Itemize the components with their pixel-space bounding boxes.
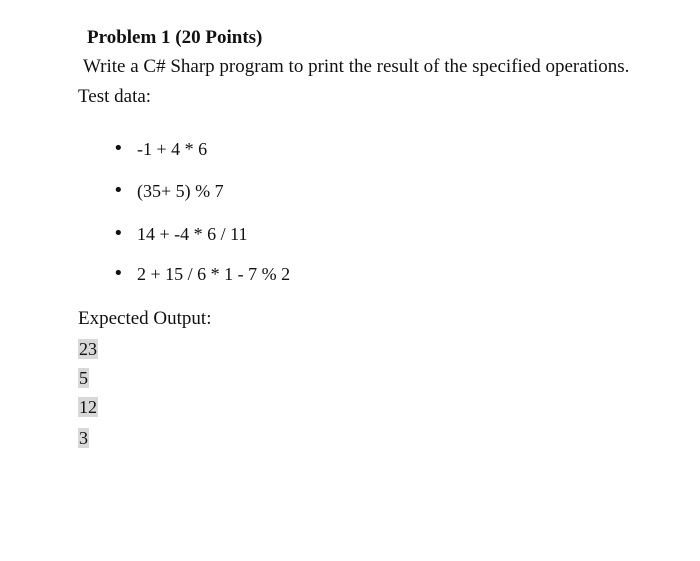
bullet-icon: •	[113, 180, 124, 201]
test-expression: -1 + 4 * 6	[137, 139, 208, 159]
test-expression: 2 + 15 / 6 * 1 - 7 % 2	[137, 264, 291, 284]
expected-output-value: 5	[79, 368, 88, 388]
expected-output-label: Expected Output:	[78, 308, 212, 329]
bullet-icon: •	[113, 223, 124, 244]
test-expression: (35+ 5) % 7	[137, 181, 224, 201]
problem-instructions: Write a C# Sharp program to print the result of the specified operations.	[83, 56, 630, 77]
expected-output-value: 23	[79, 339, 97, 359]
bullet-icon: •	[113, 263, 124, 284]
problem-title: Problem 1 (20 Points)	[87, 27, 263, 48]
expected-output-value: 12	[79, 397, 97, 417]
test-data-label: Test data:	[78, 86, 152, 107]
bullet-icon: •	[113, 138, 124, 159]
test-expression: 14 + -4 * 6 / 11	[137, 224, 248, 244]
expected-output-value: 3	[79, 428, 88, 448]
